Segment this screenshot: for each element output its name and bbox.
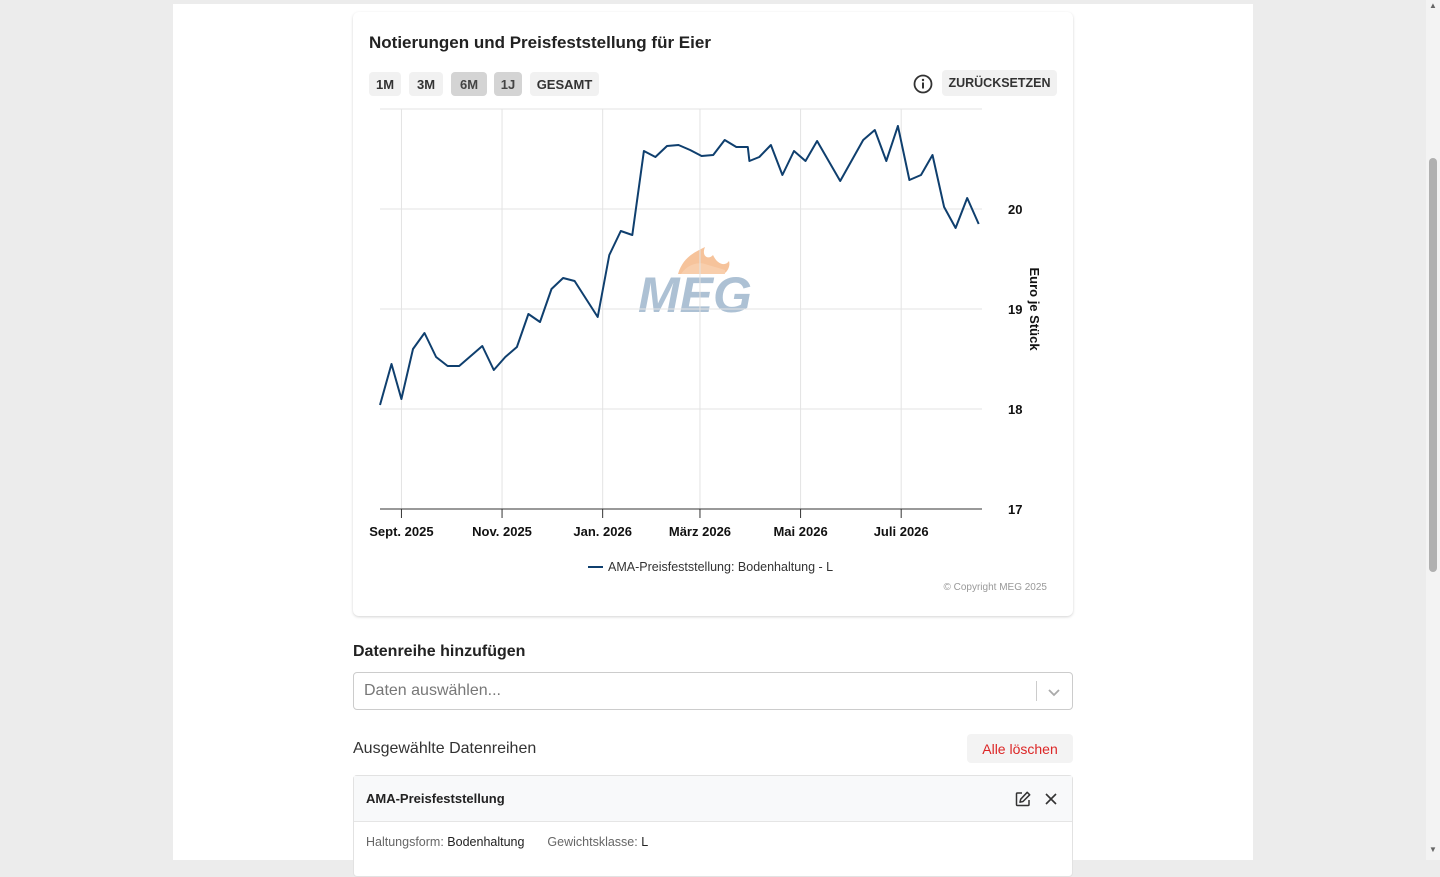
series-select[interactable] — [353, 672, 1073, 710]
selected-series-title: Ausgewählte Datenreihen — [353, 740, 537, 757]
selected-series-header — [354, 776, 1072, 822]
selected-series-name: AMA-Preisfeststellung — [366, 791, 505, 806]
y-tick-label: 17 — [1008, 502, 1023, 517]
meg-watermark-logo — [638, 247, 752, 323]
scroll-down-arrow[interactable]: ▼ — [1429, 845, 1437, 854]
select-separator — [1036, 681, 1037, 701]
edit-icon[interactable] — [1014, 790, 1032, 808]
x-tick-label: Nov. 2025 — [472, 524, 532, 539]
x-tick-label: Jan. 2026 — [573, 524, 632, 539]
attr-value-haltungsform: Bodenhaltung — [447, 835, 525, 849]
chart-card-title: Notierungen und Preisfeststellung für Eier — [369, 33, 711, 52]
reset-button[interactable]: ZURÜCKSETZEN — [942, 70, 1057, 96]
legend-label: AMA-Preisfeststellung: Bodenhaltung - L — [608, 560, 834, 574]
series-line — [380, 126, 979, 405]
clear-all-button[interactable]: Alle löschen — [967, 734, 1073, 763]
x-tick-label: Mai 2026 — [773, 524, 828, 539]
select-placeholder: Daten auswählen... — [364, 682, 501, 699]
x-tick-label: Juli 2026 — [873, 524, 929, 539]
y-tick-label: 18 — [1008, 402, 1023, 417]
attr-label-haltungsform: Haltungsform: — [366, 835, 444, 849]
selected-series-attributes — [366, 835, 648, 849]
range-button-gesamt[interactable]: GESAMT — [530, 72, 599, 96]
price-line-chart — [353, 12, 1073, 592]
copyright-text: © Copyright MEG 2025 — [943, 582, 1047, 593]
scroll-up-arrow[interactable]: ▲ — [1429, 1, 1437, 10]
attr-label-gewichtsklasse: Gewichtsklasse: — [547, 835, 638, 849]
chart-legend — [588, 560, 833, 574]
watermark-text: MEG — [638, 267, 752, 323]
close-icon[interactable] — [1042, 790, 1060, 808]
scrollbar-thumb[interactable] — [1429, 158, 1437, 572]
chart-card — [353, 12, 1073, 616]
x-tick-label: März 2026 — [668, 524, 732, 539]
range-button-1j[interactable]: 1J — [494, 72, 522, 96]
range-button-3m[interactable]: 3M — [409, 72, 443, 96]
range-button-1m[interactable]: 1M — [369, 72, 401, 96]
add-series-title: Datenreihe hinzufügen — [353, 643, 526, 660]
range-button-6m[interactable]: 6M — [451, 72, 487, 96]
y-tick-label: 19 — [1008, 302, 1023, 317]
chevron-down-icon[interactable] — [1044, 682, 1064, 702]
attr-value-gewichtsklasse: L — [641, 835, 649, 849]
selected-series-item — [353, 775, 1073, 877]
y-tick-label: 20 — [1008, 202, 1023, 217]
page-scrollbar[interactable] — [1426, 0, 1440, 860]
y-axis-label: Euro je Stück — [1027, 267, 1042, 351]
x-tick-label: Sept. 2025 — [369, 524, 434, 539]
